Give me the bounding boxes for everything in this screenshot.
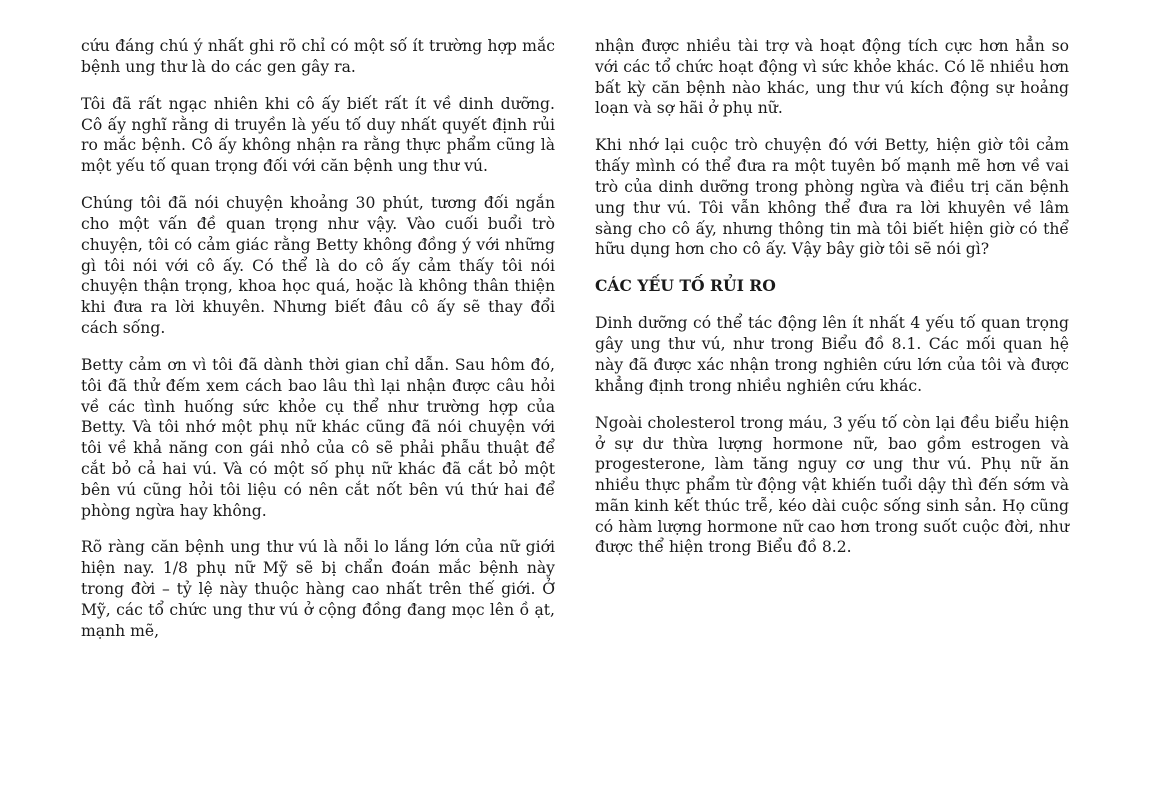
paragraph: Chúng tôi đã nói chuyện khoảng 30 phút, tương đối ngắn cho một vấn đề quan trọng như vậy. Vào cuối buổi trò chuyện, tôi có cảm giác rằng Betty không đồng ý với những gì tôi nói với cô ấy. Có thể là do cô ấy cảm thấy tôi nói chuyện thận trọng, khoa học quá, hoặc là không thân thiện khi đưa ra lời khuyên. Nhưng biết đâu cô ấy sẽ thay đổi cách sống. xyxy=(81,194,555,337)
paragraph: cứu đáng chú ý nhất ghi rõ chỉ có một số ít trường hợp mắc bệnh ung thư là do các gen gây ra. xyxy=(81,37,555,76)
paragraph: Khi nhớ lại cuộc trò chuyện đó với Betty, hiện giờ tôi cảm thấy mình có thể đưa ra một tuyên bố mạnh mẽ hơn về vai trò của dinh dưỡng trong phòng ngừa và điều trị căn bệnh ung thư vú. Tôi vẫn không thể đưa ra lời khuyên về lâm sàng cho cô ấy, nhưng thông tin mà tôi biết hiện giờ có thể hữu dụng hơn cho cô ấy. Vậy bây giờ tôi sẽ nói gì? xyxy=(595,136,1069,259)
right-column xyxy=(595,36,1069,574)
section-heading: CÁC YẾU TỐ RỦI RO xyxy=(595,276,776,296)
paragraph: Dinh dưỡng có thể tác động lên ít nhất 4 yếu tố quan trọng gây ung thư vú, như trong Biểu đồ 8.1. Các mối quan hệ này đã được xác nhận trong nghiên cứu lớn của tôi và được khẳng định trong nhiều nghiên cứu khác. xyxy=(595,314,1069,395)
paragraph: Betty cảm ơn vì tôi đã dành thời gian chỉ dẫn. Sau hôm đó, tôi đã thử đếm xem cách bao lâu thì lại nhận được câu hỏi về các tình huống sức khỏe cụ thể như trường hợp của Betty. Và tôi nhớ một phụ nữ khác cũng đã nói chuyện với tôi về khả năng con gái nhỏ của cô sẽ phải phẫu thuật để cắt bỏ cả hai vú. Và có một số phụ nữ khác đã cắt bỏ một bên vú cũng hỏi tôi liệu có nên cắt nốt bên vú thứ hai để phòng ngừa hay không. xyxy=(81,355,555,520)
paragraph: Rõ ràng căn bệnh ung thư vú là nỗi lo lắng lớn của nữ giới hiện nay. 1/8 phụ nữ Mỹ sẽ bị chẩn đoán mắc bệnh này trong đời – tỷ lệ này thuộc hàng cao nhất trên thế giới. Ở Mỹ, các tổ chức ung thư vú ở cộng đồng đang mọc lên ồ ạt, mạnh mẽ, xyxy=(81,538,555,640)
paragraph: Tôi đã rất ngạc nhiên khi cô ấy biết rất ít về dinh dưỡng. Cô ấy nghĩ rằng di truyền là yếu tố duy nhất quyết định rủi ro mắc bệnh. Cô ấy không nhận ra rằng thực phẩm cũng là một yếu tố quan trọng đối với căn bệnh ung thư vú. xyxy=(81,94,555,176)
paragraph: nhận được nhiều tài trợ và hoạt động tích cực hơn hẳn so với các tổ chức hoạt động vì sức khỏe khác. Có lẽ nhiều hơn bất kỳ căn bệnh nào khác, ung thư vú kích động sự hoảng loạn và sợ hãi ở phụ nữ. xyxy=(595,37,1069,118)
paragraph: Ngoài cholesterol trong máu, 3 yếu tố còn lại đều biểu hiện ở sự dư thừa lượng hormone nữ, bao gồm estrogen và progesterone, làm tăng nguy cơ ung thư vú. Phụ nữ ăn nhiều thực phẩm từ động vật khiến tuổi dậy thì đến sớm và mãn kinh kết thúc trễ, kéo dài cuộc sống sinh sản. Họ cũng có hàm lượng hormone nữ cao hơn trong suốt cuộc đời, như được thể hiện trong Biểu đồ 8.2. xyxy=(595,413,1069,557)
left-column xyxy=(81,36,555,658)
